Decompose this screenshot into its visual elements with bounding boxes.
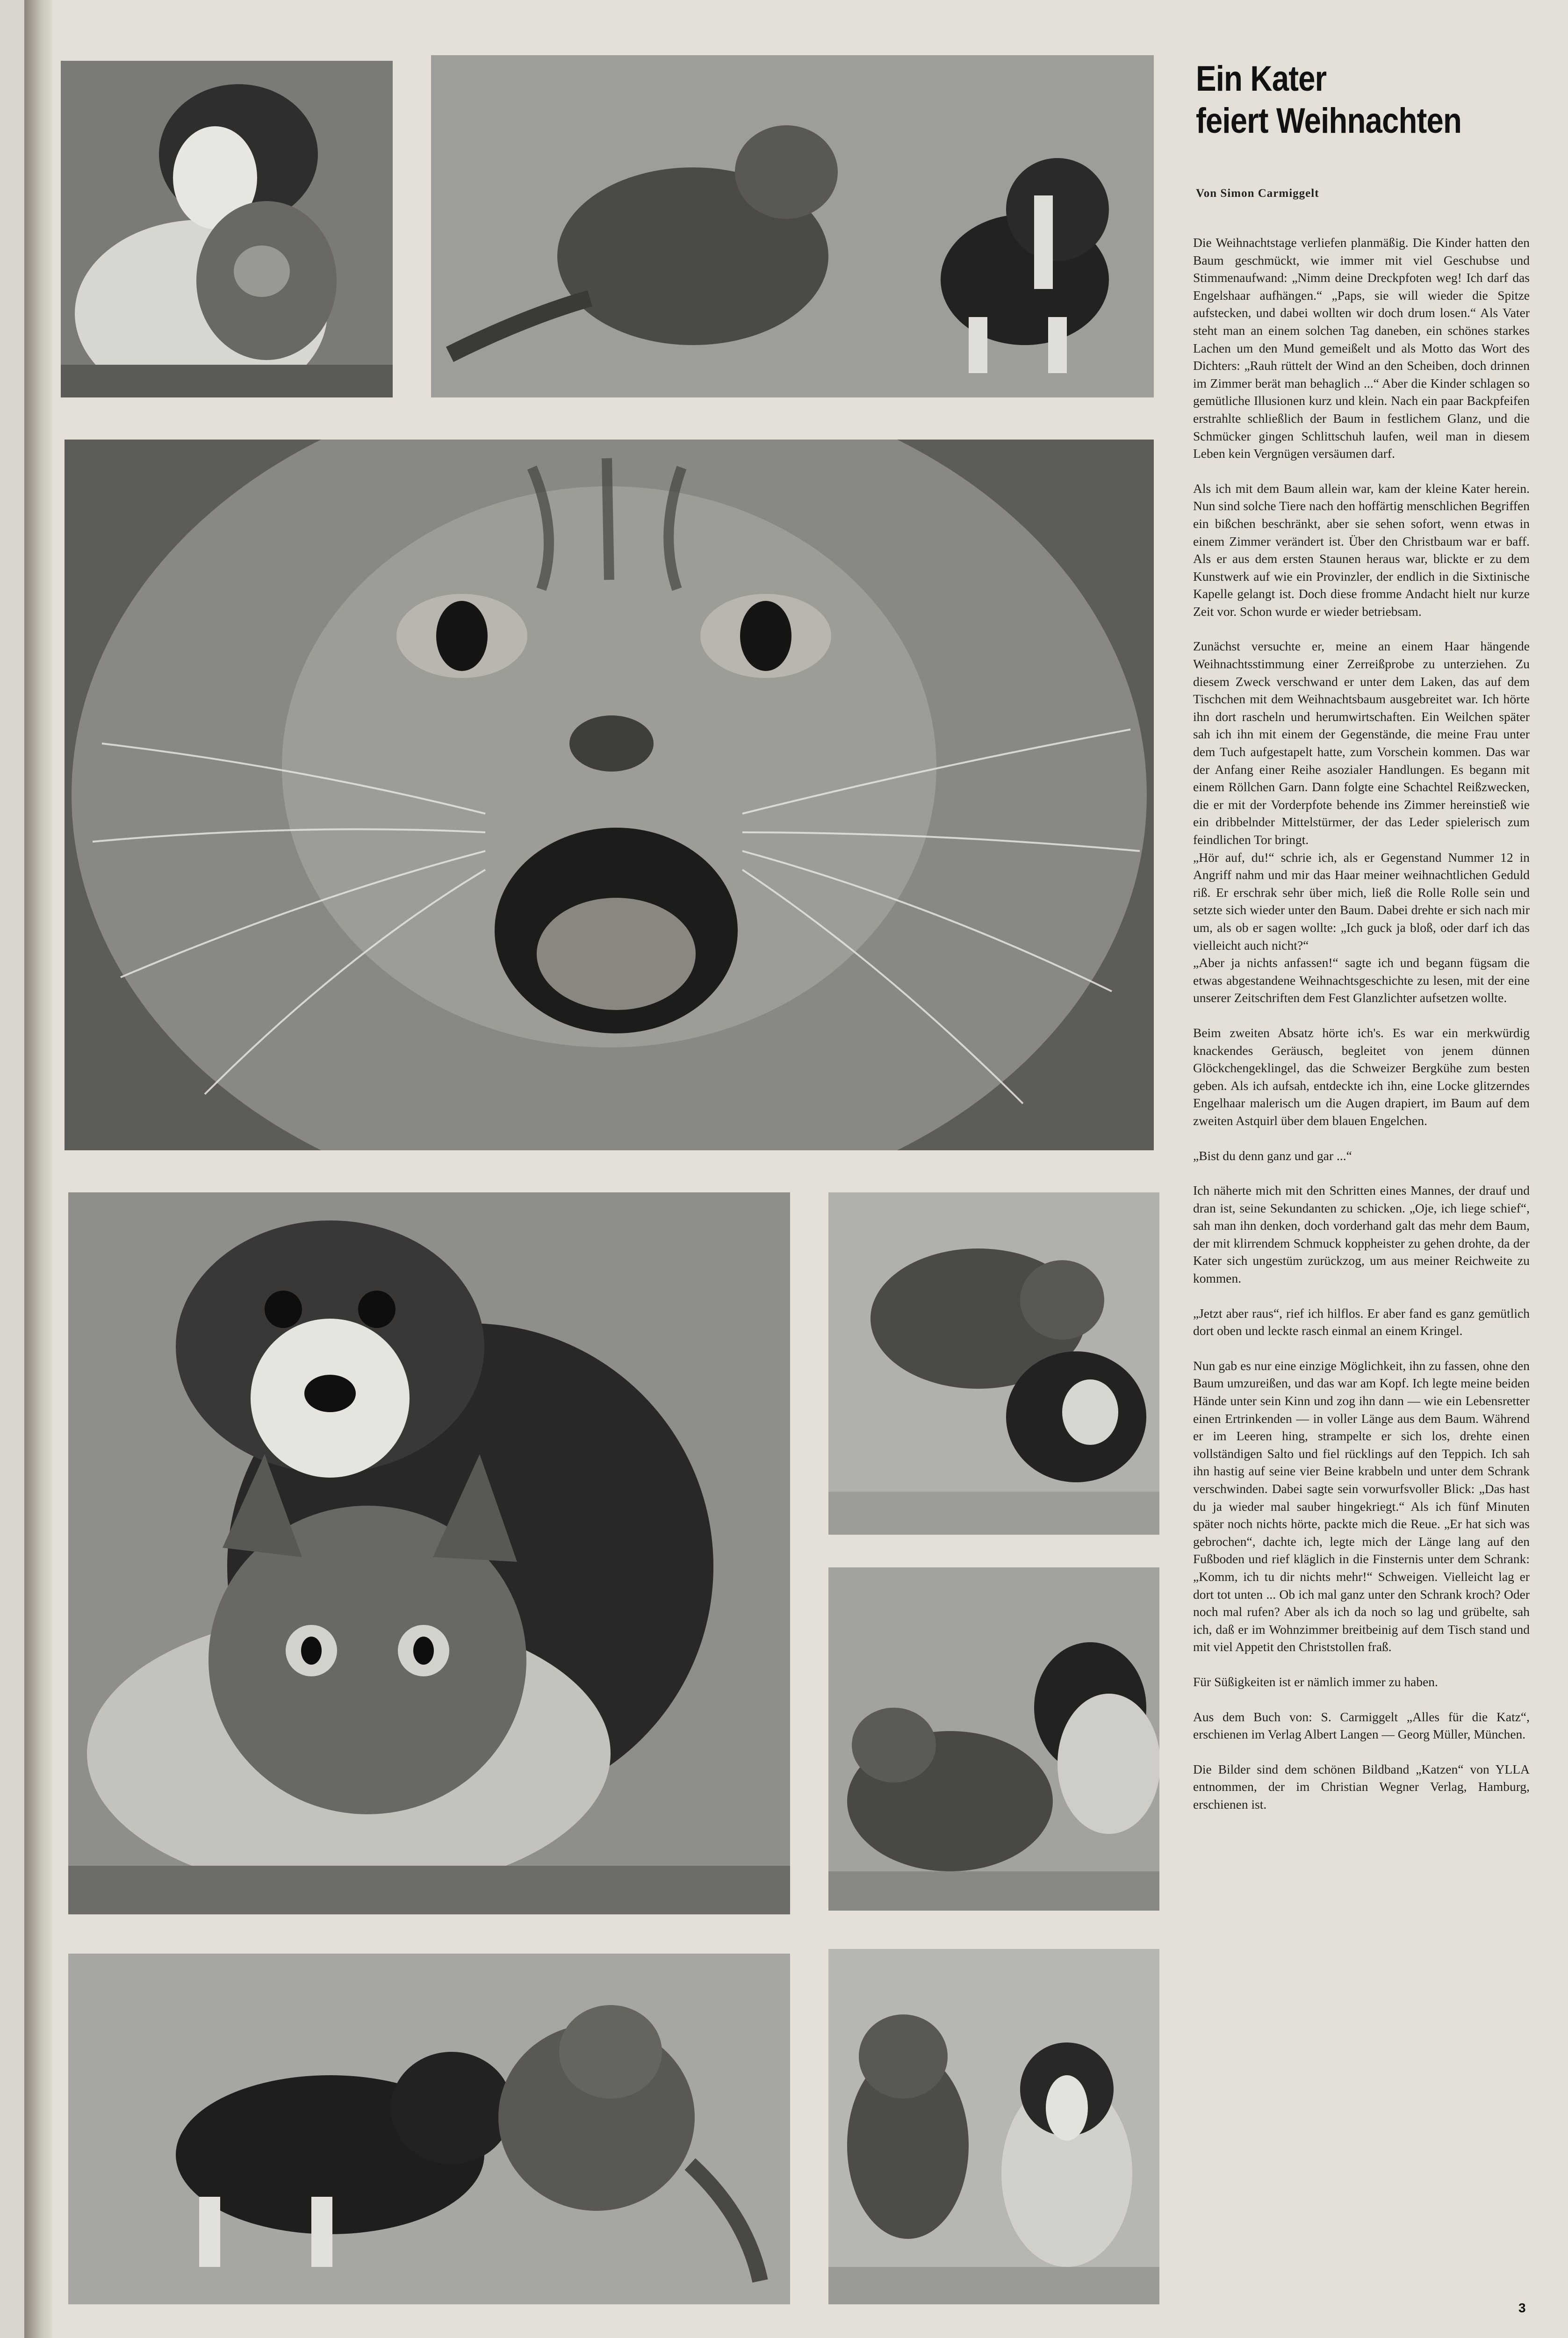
photo-credit: Die Bilder sind dem schönen Bildband „Katzen“ von YLLA entnommen, der im Christian Wegner Verlag, Hamburg, erschienen ist. <box>1193 1761 1530 1811</box>
paragraph: Zunächst versuchte er, meine an einem Haar hängende Weihnachtsstimmung einer Zerreißprobe zu unterziehen. Zu diesem Zweck verschwand er unter dem Laken, das auf dem Tischchen mit dem Weihnachtsbaum ausgebreitet war. Ich hörte ihn dort rascheln und herumwirtschaften. Ein Weilchen später sah ich ihn mit einem der Gegenstände, die meine Frau unter dem Tuch aufgestapelt hatte, zum Vorschein kommen. Das war der Anfang einer Reihe asozialer Handlungen. Es begann mit einem Röllchen Garn. Dann folgte eine Schachtel Reißzwecken, die er mit der Vorderpfote behende ins Zimmer hereinstieß wie ein dribbelnder Mittelstürmer, der das Leder spielerisch zum feindlichen Tor bringt. <box>1193 639 1530 847</box>
paragraph: Für Süßigkeiten ist er nämlich immer zu haben. <box>1193 1674 1438 1689</box>
photo-hissing-cat-closeup <box>65 440 1154 1150</box>
article-body <box>1193 234 1530 1831</box>
paragraph: „Hör auf, du!“ schrie ich, als er Gegenstand Nummer 12 in Angriff nahm und mir das Haar meiner weihnachtlichen Geduld riß. Er erschrak sehr über mich, ließ die Rolle Rolle sein und setzte sich wieder unter den Baum. Dabei drehte er sich nach mir um, als ob er sagen wollte: „Ich guck ja bloß, oder darf ich das vielleicht auch nicht?“ <box>1193 850 1530 953</box>
paragraph: Beim zweiten Absatz hörte ich's. Es war ein merkwürdig knackendes Geräusch, begleitet von jenem dünnen Glöckchengeklingel, das die Schweizer Bergkühe zum besten geben. Als ich aufsah, entdeckte ich ihn, eine Locke glitzerndes Engelhaar malerisch um die Augen drapiert, im Baum auf dem zweiten Astquirl über dem blauen Engelchen. <box>1193 1025 1530 1128</box>
paragraph: Als ich mit dem Baum allein war, kam der kleine Kater herein. Nun sind solche Tiere nach den hoffärtig menschlichen Begriffen ein bißchen beschränkt, aber sie sehen sofort, wenn etwas in einem Zimmer verändert ist. Über den Christbaum war er baff. Als er aus dem ersten Staunen heraus war, blickte er zu dem Kunstwerk auf wie ein Provinzler, der endlich in die Sixtinische Kapelle gelangt ist. Doch diese fromme Andacht hielt nur kurze Zeit vor. Schon wurde er wieder betriebsam. <box>1193 481 1530 619</box>
photo-puppy-hugging-kitten <box>61 61 393 397</box>
paragraph: „Aber ja nichts anfassen!“ sagte ich und begann fügsam die etwas abgestandene Weihnachtsgeschichte zu lesen, mit der eine unserer Zeitschriften dem Fest Glanzlichter aufsetzen wollte. <box>1193 955 1530 1005</box>
headline-line-1: Ein Kater <box>1196 59 1327 99</box>
paragraph: Ich näherte mich mit den Schritten eines Mannes, der drauf und dran ist, seine Sekundanten zu schicken. „Oje, ich liege schief“, sah man ihn denken, doch vorderhand galt das mehr dem Baum, der mit klirrendem Schmuck koppheister zu gehen drohte, da der Kater sich ungestüm zurückzog, um aus meiner Reichweite zu kommen. <box>1193 1183 1530 1286</box>
paragraph: Nun gab es nur eine einzige Möglichkeit, ihn zu fassen, ohne den Baum umzureißen, und das war am Kopf. Ich legte meine beiden Hände unter sein Kinn und zog ihn dann — wie ein Lebensretter einen Ertrinkenden — in voller Länge aus dem Baum. Während er im Leeren hing, strampelte er sich los, drehte einen vollständigen Salto und fiel rücklings auf den Teppich. Ich sah ihn hastig auf seine vier Beine krabbeln und unter dem Schrank verschwinden. Dabei sagte sein vorwurfsvoller Blick: „Das hast du ja wieder mal sauber hingekriegt.“ Als ich fünf Minuten später noch nichts hörte, packte mich die Reue. „Er hat sich was gebrochen“, dachte ich, legte mich der Länge lang auf den Fußboden und rief kläglich in die Finsternis unter dem Schrank: „Komm, ich tu dir nichts mehr!“ Schweigen. Vielleicht lag er dort tot unten ... Ob ich mal ganz unter den Schrank kroch? Oder noch mal rufen? Aber als ich da noch so lag und grübelte, sah ich, daß er im Wohnzimmer breitbeinig auf dem Tisch stand und mit viel Appetit den Christstollen fraß. <box>1193 1358 1530 1654</box>
article-byline: Von Simon Carmiggelt <box>1196 187 1319 200</box>
photo-kitten-pouncing-puppy <box>828 1192 1159 1535</box>
source-note: Aus dem Buch von: S. Carmiggelt „Alles für die Katz“, erschienen im Verlag Albert Langen — Georg Müller, München. <box>1193 1709 1530 1742</box>
photo-kitten-swatting-puppy <box>431 55 1154 397</box>
paragraph: Die Weihnachtstage verliefen planmäßig. Die Kinder hatten den Baum geschmückt, wie immer mit viel Geschubse und Stimmenaufwand: „Nimm deine Dreckpfoten weg! Ich darf das Engelshaar aufhängen.“ „Paps, sie will wieder die Spitze aufstecken, und dabei wollten wir doch drum losen.“ Als Vater steht man an einem solchen Tag daneben, ein schönes starkes Lachen um den Mund gemeißelt und als Motto das Wort des Dichters: „Rauh rüttelt der Wind an den Scheiben, doch drinnen im Zimmer berät man behaglich ...“ Aber die Kinder schlagen so gemütliche Illusionen kurz und klein. Nach ein paar Backpfeifen erstrahlte schließlich der Baum in festlichem Glanz, und die Schmücker gingen Schlittschuh laufen, weil man in diesem Leben kein Vergnügen versäumen darf. <box>1193 235 1530 461</box>
headline-line-2: feiert Weihnachten <box>1196 101 1462 141</box>
paragraph: „Jetzt aber raus“, rief ich hilflos. Er aber fand es ganz gemütlich dort oben und leckte rasch einmal an einem Kringel. <box>1193 1306 1530 1338</box>
page-fold-shadow <box>24 0 52 2338</box>
photo-kitten-and-beagle-puppy <box>828 1949 1159 2304</box>
page-number: 3 <box>1518 2301 1526 2315</box>
photo-kitten-on-back-with-puppy <box>828 1567 1159 1911</box>
magazine-page <box>24 0 1568 2338</box>
article-headline <box>1196 58 1493 142</box>
paragraph: „Bist du denn ganz und gar ...“ <box>1193 1148 1352 1163</box>
photo-puppy-over-kitten <box>68 1192 790 1914</box>
photo-puppy-kitten-faceoff <box>68 1954 790 2304</box>
